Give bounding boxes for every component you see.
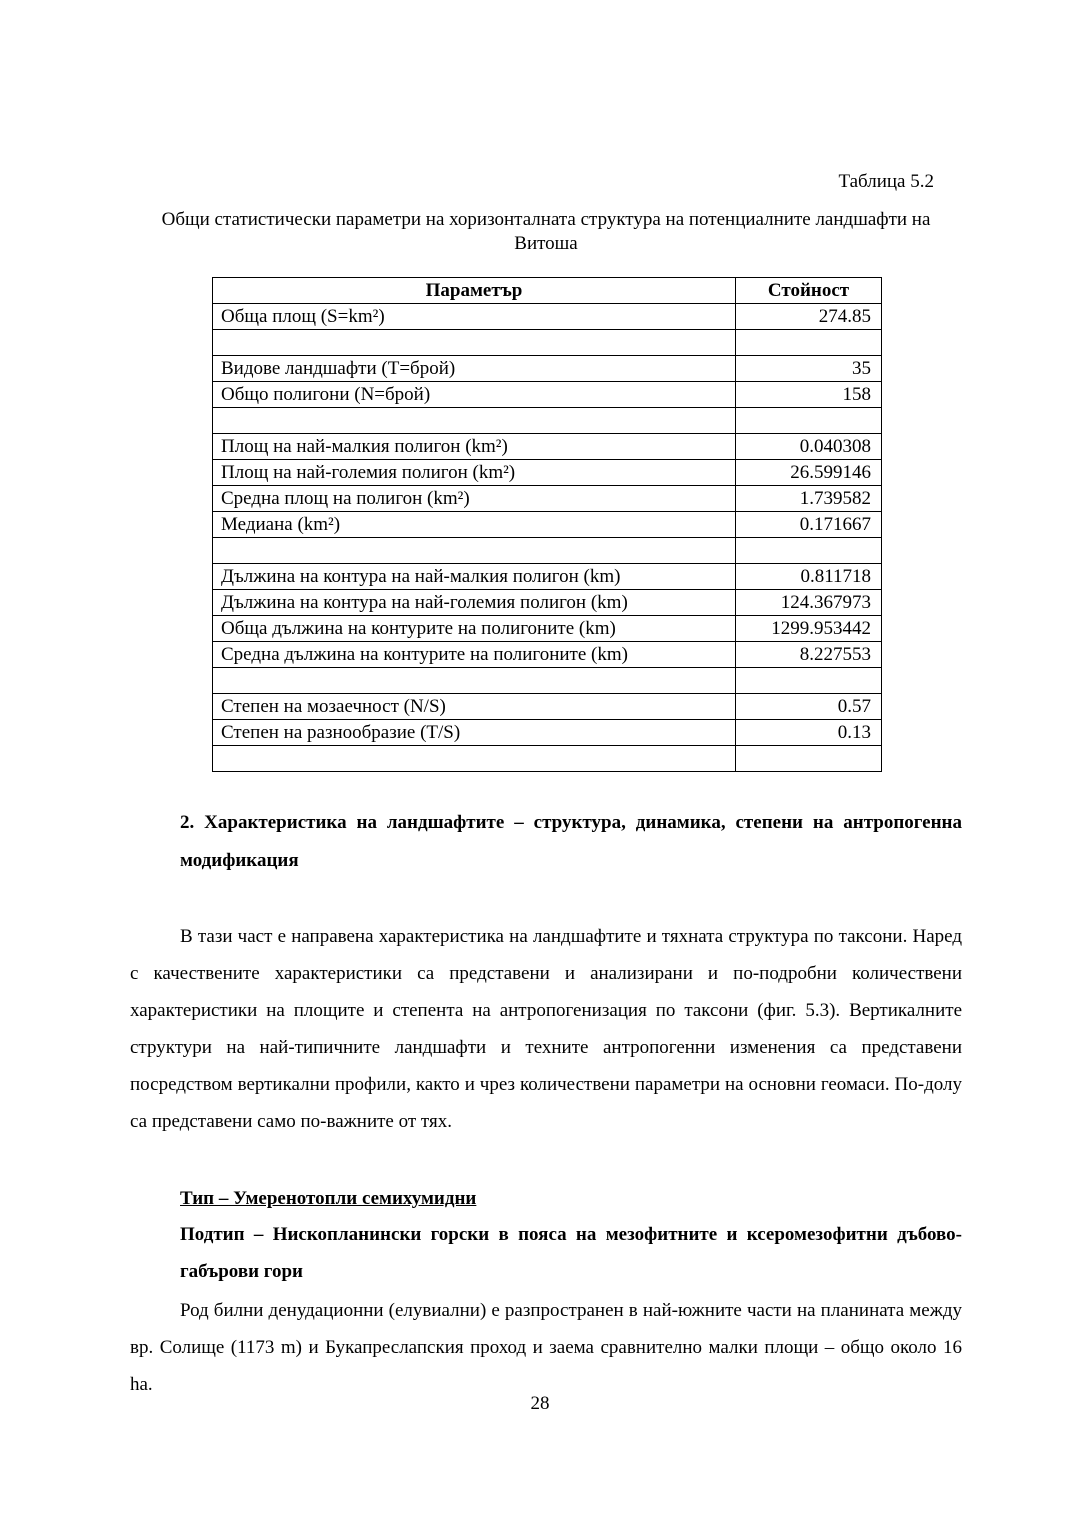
parameter-cell: Обща площ (S=km²) — [213, 304, 736, 330]
value-cell: 0.811718 — [736, 564, 882, 590]
table-row — [213, 512, 882, 538]
value-cell: 0.13 — [736, 720, 882, 746]
parameter-cell: Степен на разнообразие (T/S) — [213, 720, 736, 746]
value-cell: 124.367973 — [736, 590, 882, 616]
table-number-label: Таблица 5.2 — [838, 171, 934, 192]
header-value: Стойност — [736, 278, 882, 304]
parameter-cell: Средна дължина на контурите на полигоните (km) — [213, 642, 736, 668]
table-row — [213, 304, 882, 330]
parameter-cell — [213, 538, 736, 564]
parameter-cell: Видове ландшафти (T=брой) — [213, 356, 736, 382]
parameter-cell: Площ на най-големия полигон (km²) — [213, 460, 736, 486]
value-cell: 158 — [736, 382, 882, 408]
section-heading: 2. Характеристика на ландшафтите – структура, динамика, степени на антропогенна модификация — [180, 812, 962, 871]
table-row — [213, 486, 882, 512]
header-parameter: Параметър — [213, 278, 736, 304]
table-row — [213, 642, 882, 668]
parameter-cell: Обща дължина на контурите на полигоните (km) — [213, 616, 736, 642]
value-cell: 0.040308 — [736, 434, 882, 460]
value-cell: 0.57 — [736, 694, 882, 720]
body-paragraph-1 — [130, 918, 962, 1140]
value-cell — [736, 408, 882, 434]
paragraph-text: Род билни денудационни (елувиални) е разпространен в най-южните части на планината между вр. Солище (1173 m) и Букапреслапския проход и заема сравнително малки площи – общо около 16 ha. — [130, 1300, 962, 1395]
subtype-heading: Подтип – Нископланински горски в пояса на мезофитните и ксеромезофитни дъбово-габърови гори — [180, 1224, 962, 1282]
value-cell: 8.227553 — [736, 642, 882, 668]
table-row — [213, 434, 882, 460]
table-row — [213, 720, 882, 746]
table-caption: Общи статистически параметри на хоризонталната структура на потенциалните ландшафти на Витоша — [161, 209, 931, 254]
table-body — [213, 304, 882, 772]
paragraph-text: В тази част е направена характеристика на ландшафтите и тяхната структура по таксони. Наред с качествените характеристики са представени и анализирани и по-подробни количествени характеристики на площите и степента на антропогенизация по таксони (фиг. 5.3). Вертикалните структури на най-типичните ландшафти и техните антропогенни изменения са представени посредством вертикални профили, както и чрез количествени параметри на основни геомаси. По-долу са представени само по-важните от тях. — [130, 926, 962, 1132]
value-cell — [736, 538, 882, 564]
table-row — [213, 408, 882, 434]
value-cell: 1299.953442 — [736, 616, 882, 642]
table-row — [213, 564, 882, 590]
parameter-cell: Степен на мозаечност (N/S) — [213, 694, 736, 720]
parameter-cell — [213, 408, 736, 434]
table-header-row — [213, 278, 882, 304]
parameter-cell: Общо полигони (N=брой) — [213, 382, 736, 408]
value-cell: 35 — [736, 356, 882, 382]
page-number: 28 — [530, 1393, 550, 1414]
parameter-cell: Дължина на контура на най-големия полигон (km) — [213, 590, 736, 616]
value-cell — [736, 746, 882, 772]
table-row — [213, 356, 882, 382]
value-cell: 0.171667 — [736, 512, 882, 538]
table-row — [213, 616, 882, 642]
table-row — [213, 382, 882, 408]
value-cell — [736, 330, 882, 356]
value-cell: 26.599146 — [736, 460, 882, 486]
parameter-cell: Дължина на контура на най-малкия полигон (km) — [213, 564, 736, 590]
parameter-cell — [213, 330, 736, 356]
body-paragraph-2 — [130, 1292, 962, 1403]
value-cell — [736, 668, 882, 694]
table-row — [213, 538, 882, 564]
table-row — [213, 460, 882, 486]
table-row — [213, 746, 882, 772]
type-heading: Тип – Умеренотопли семихумидни — [180, 1188, 477, 1209]
parameter-cell: Медиана (km²) — [213, 512, 736, 538]
statistics-table — [212, 277, 882, 772]
value-cell: 274.85 — [736, 304, 882, 330]
table-row — [213, 590, 882, 616]
value-cell: 1.739582 — [736, 486, 882, 512]
table-row — [213, 694, 882, 720]
table-row — [213, 330, 882, 356]
parameter-cell — [213, 746, 736, 772]
parameter-cell — [213, 668, 736, 694]
table-row — [213, 668, 882, 694]
parameter-cell: Средна площ на полигон (km²) — [213, 486, 736, 512]
parameter-cell: Площ на най-малкия полигон (km²) — [213, 434, 736, 460]
